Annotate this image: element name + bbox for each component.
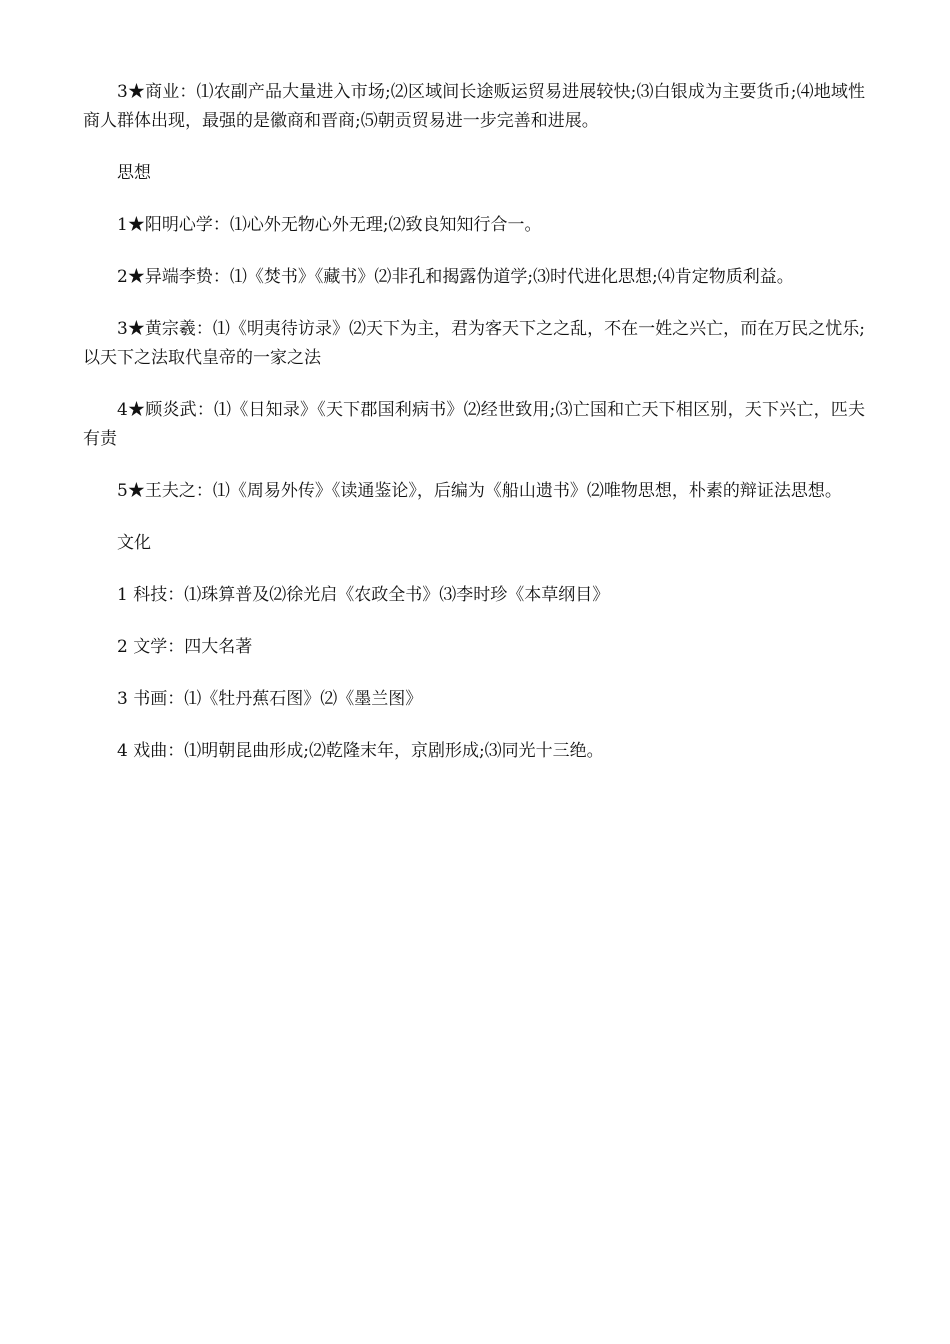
thought-heading: 思想 (117, 163, 151, 183)
culture-item-1: 1 科技：⑴珠算普及⑵徐光启《农政全书》⑶李时珍《本草纲目》 (117, 585, 610, 605)
thought-item-2: 2★异端李贽：⑴《焚书》《藏书》⑵非孔和揭露伪道学;⑶时代进化思想;⑷肯定物质利益。 (117, 267, 794, 287)
culture-item-4: 4 戏曲：⑴明朝昆曲形成;⑵乾隆末年，京剧形成;⑶同光十三绝。 (117, 741, 604, 761)
commerce-paragraph: 3★商业：⑴农副产品大量进入市场;⑵区域间长途贩运贸易进展较快;⑶白银成为主要货币;⑷地域性商人群体出现，最强的是徽商和晋商;⑸朝贡贸易进一步完善和进展。 (83, 82, 865, 131)
thought-item-4: 4★顾炎武：⑴《日知录》《天下郡国利病书》⑵经世致用;⑶亡国和亡天下相区别，天下兴亡，匹夫有责 (83, 400, 865, 449)
document-page (83, 78, 865, 789)
culture-item-3: 3 书画：⑴《牡丹蕉石图》⑵《墨兰图》 (117, 689, 423, 709)
culture-heading: 文化 (117, 533, 151, 553)
thought-item-5: 5★王夫之：⑴《周易外传》《读通鉴论》，后编为《船山遗书》⑵唯物思想，朴素的辩证法思想。 (117, 481, 842, 501)
thought-item-1: 1★阳明心学：⑴心外无物心外无理;⑵致良知知行合一。 (117, 215, 542, 235)
culture-item-2: 2 文学：四大名著 (117, 637, 253, 657)
thought-item-3: 3★黄宗羲：⑴《明夷待访录》⑵天下为主，君为客天下之之乱，不在一姓之兴亡，而在万民之忧乐;以天下之法取代皇帝的一家之法 (83, 319, 865, 368)
